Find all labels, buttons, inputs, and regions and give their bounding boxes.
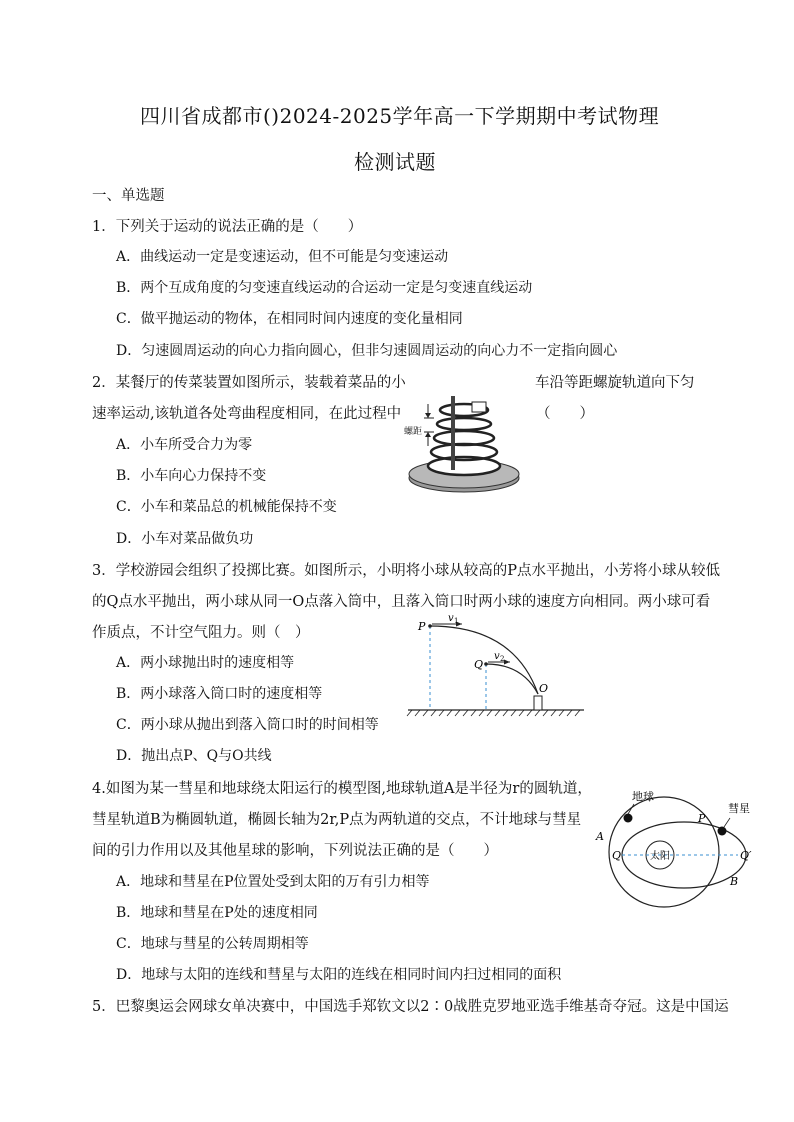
q5-stem-line1: 5．巴黎奥运会网球女单决赛中，中国选手郑钦文以2∶0战胜克罗地亚选手维基奇夺冠。这是中国运 [92,999,729,1015]
section-heading: 一、单选题 [92,188,165,204]
velocity-v1-label: v [448,613,454,624]
q3-option-a: A．两小球抛出时的速度相等 [116,655,295,671]
earth-label: 地球 [632,790,654,803]
spiral-track-figure [398,390,528,498]
doc-title-line2: 检测试题 [354,150,436,174]
q1-option-b: B．两个互成角度的匀变速直线运动的合运动一定是匀变速直线运动 [116,280,533,296]
q4-option-a: A．地球和彗星在P位置处受到太阳的万有引力相等 [116,874,430,890]
q3-option-d: D．抛出点P、Q与O共线 [116,748,272,764]
q2-option-d: D．小车对菜品做负功 [116,531,254,547]
comet-label: 彗星 [728,802,750,815]
velocity-v2-label: v [494,651,500,662]
q2-option-c: C．小车和菜品总的机械能保持不变 [116,499,337,515]
q3-option-c: C．两小球从抛出到落入筒口时的时间相等 [116,717,379,733]
q4-option-c: C．地球与彗星的公转周期相等 [116,936,309,952]
point-p-label: P [418,620,426,633]
orbit-figure [588,782,778,912]
q4-stem-line1: 4.如图为某一彗星和地球绕太阳运行的模型图,地球轨道A是半径为r的圆轨道， [92,781,592,797]
point-q-label: Q [474,658,484,671]
q3-stem-line3: 作质点，不计空气阻力。则（ ） [92,625,310,641]
velocity-v1-subscript: 1 [454,617,459,625]
projectile-figure [404,612,588,720]
q4-option-d: D．地球与太阳的连线和彗星与太阳的连线在相同时间内扫过相同的面积 [116,967,562,983]
q4-stem-line3: 间的引力作用以及其他星球的影响，下列说法正确的是（ ） [92,843,498,859]
orbit-b-label: B [730,875,739,888]
q2-stem-line1b: 车沿等距螺旋轨道向下匀 [535,375,695,391]
point-q-prime-label: Q′ [740,849,752,862]
doc-title-line1: 四川省成都市()2024-2025学年高一下学期期中考试物理 [140,104,660,128]
q1-option-a: A．曲线运动一定是变速运动，但不可能是匀变速运动 [116,249,449,265]
q2-stem-line1a: 2．某餐厅的传菜装置如图所示，装载着菜品的小 [92,375,406,391]
q3-stem-line1: 3．学校游园会组织了投掷比赛。如图所示，小明将小球从较高的P点水平抛出，小芳将小球从较低 [92,563,720,579]
q2-answer-paren: （ ） [536,406,594,422]
q2-option-b: B．小车向心力保持不变 [116,468,267,484]
point-q-orbit-label: Q [612,849,622,862]
q4-option-b: B．地球和彗星在P处的速度相同 [116,905,318,921]
q3-stem-line2: 的Q点水平抛出，两小球从同一O点落入筒中，且落入筒口时两小球的速度方向相同。两小球可看 [92,594,711,610]
q3-option-b: B．两小球落入筒口时的速度相等 [116,686,323,702]
q2-option-a: A．小车所受合力为零 [116,437,253,453]
q1-option-d: D．匀速圆周运动的向心力指向圆心，但非匀速圆周运动的向心力不一定指向圆心 [116,343,618,359]
velocity-v2-subscript: 2 [500,655,505,663]
q2-stem-line2: 速率运动,该轨道各处弯曲程度相同，在此过程中 [92,406,402,422]
q4-stem-line2: 彗星轨道B为椭圆轨道，椭圆长轴为2r,P点为两轨道的交点，不计地球与彗星 [92,812,582,828]
pitch-label: 螺距 [404,427,423,437]
orbit-a-label: A [596,830,604,843]
q1-stem: 1．下列关于运动的说法正确的是（ ） [92,219,363,235]
point-p-orbit-label: P [698,812,706,825]
point-o-label: O [539,682,549,695]
q1-option-c: C．做平抛运动的物体，在相同时间内速度的变化量相同 [116,311,463,327]
sun-label: 太阳 [650,851,670,862]
